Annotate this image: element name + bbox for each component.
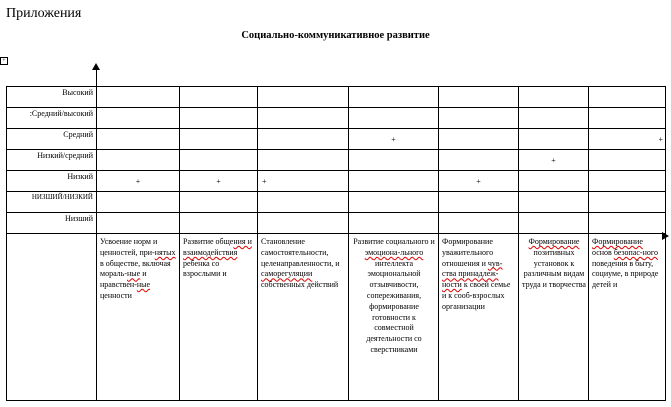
grid-cell [519,129,589,150]
grid-cell [97,192,180,213]
document-title: Социально-коммуникативное развитие [241,30,430,41]
grid-cell [439,150,519,171]
criteria-cell: Формирование позитивных установок к различным видам труда и творчества [519,234,589,401]
grid-cell [180,150,258,171]
grid-cell [97,150,180,171]
level-row-lowest-low [7,192,666,213]
level-row-lowest [7,213,666,234]
level-label: Высокий [7,87,97,108]
grid-cell [589,150,666,171]
grid-cell [180,87,258,108]
grid-cell [439,129,519,150]
grid-cell [439,192,519,213]
grid-cell [97,213,180,234]
development-levels-table [6,86,666,401]
grid-cell [439,213,519,234]
level-row-high [7,87,666,108]
criteria-cell: Развитие социального и эмоциона-льного интеллекта эмоциональной отзывчивости, сопереживания, формирование готовности к совместной деятельности со сверстниками [349,234,439,401]
criteria-cell: Формирование основ безопас-ного поведения в быту, социуме, в природе детей и [589,234,666,401]
grid-cell [519,171,589,192]
level-marker: + [439,171,519,192]
grid-cell [519,192,589,213]
level-row-medium-high [7,108,666,129]
grid-cell [439,108,519,129]
grid-cell [349,150,439,171]
grid-cell [258,108,349,129]
criteria-label-cell [7,234,97,401]
level-marker: + [180,171,258,192]
horizontal-axis-arrow-icon [662,232,669,240]
grid-cell [349,192,439,213]
grid-cell [349,108,439,129]
vertical-axis-arrow-icon [92,63,100,70]
grid-cell [180,192,258,213]
level-label: Низший [7,213,97,234]
grid-cell [97,129,180,150]
criteria-row [7,234,666,401]
grid-cell [180,129,258,150]
level-marker: + [349,129,439,150]
grid-cell [519,87,589,108]
grid-cell [589,192,666,213]
grid-cell [258,192,349,213]
criteria-cell: Формирование уважительного отношения и чув-ства принадлеж-ности к своей семье и к сооб-взрослых организации [439,234,519,401]
grid-cell [349,87,439,108]
grid-cell [258,129,349,150]
criteria-cell: Становление самостоятельности, целенаправленности, и саморегуляции собственных действий [258,234,349,401]
grid-cell [258,150,349,171]
grid-cell [180,108,258,129]
grid-cell [258,87,349,108]
level-label: НИЗШИЙ/НИЗКИЙ [7,192,97,213]
level-marker: + [589,129,666,150]
grid-cell [349,171,439,192]
level-marker: + [519,150,589,171]
grid-cell [589,87,666,108]
grid-cell [439,87,519,108]
level-label: Средний [7,129,97,150]
level-row-low-medium [7,150,666,171]
table-move-handle[interactable]: + [0,57,8,65]
level-label: :Средний/высокий [7,108,97,129]
level-marker: + [97,171,180,192]
grid-cell [258,213,349,234]
grid-cell [589,108,666,129]
level-marker: + [258,171,349,192]
grid-cell [589,213,666,234]
grid-cell [180,213,258,234]
grid-cell [349,213,439,234]
criteria-cell: Усвоение норм и ценностей, при-нятых в обществе, включая мораль-ные и нравствен-ные ценности [97,234,180,401]
page-heading: Приложения [6,6,82,21]
criteria-cell: Развитие общения и взаимодействия ребенка со взрослыми и [180,234,258,401]
level-label: Низкий [7,171,97,192]
level-row-low [7,171,666,192]
grid-cell [97,87,180,108]
level-label: Низкий/средний [7,150,97,171]
grid-cell [97,108,180,129]
level-row-medium [7,129,666,150]
grid-cell [519,213,589,234]
grid-cell [589,171,666,192]
grid-cell [519,108,589,129]
vertical-axis-line [96,66,97,397]
